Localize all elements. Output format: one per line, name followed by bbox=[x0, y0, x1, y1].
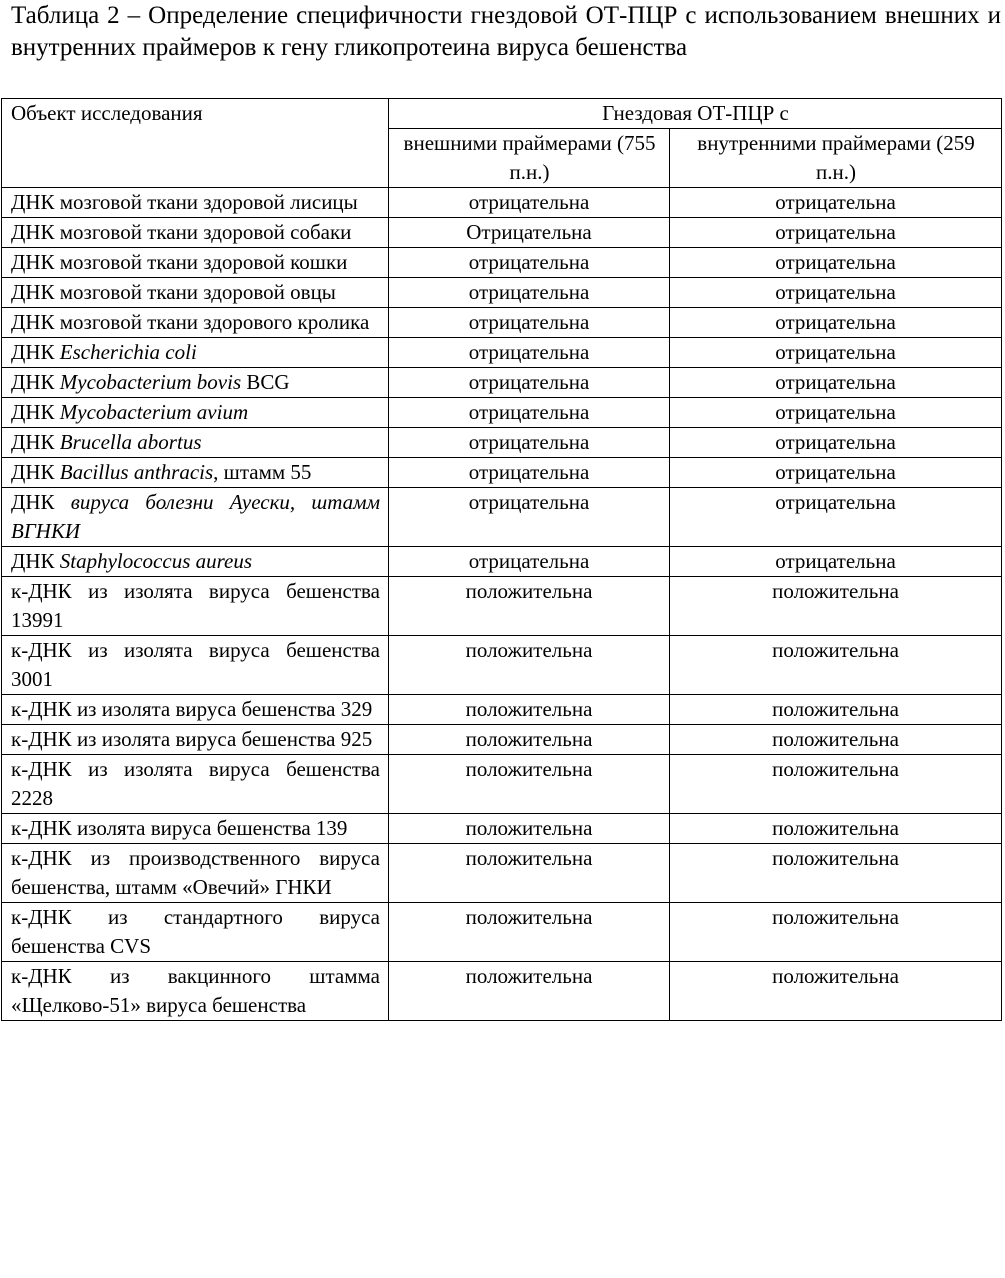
cell-result-inner: положительна bbox=[670, 903, 1002, 962]
object-text: ДНК мозговой ткани здоровой кошки bbox=[11, 250, 348, 274]
cell-result-inner: отрицательна bbox=[670, 398, 1002, 428]
cell-object bbox=[2, 844, 389, 903]
cell-result-inner: отрицательна bbox=[670, 338, 1002, 368]
cell-result-outer: отрицательна bbox=[389, 248, 670, 278]
cell-result-outer: положительна bbox=[389, 725, 670, 755]
cell-object bbox=[2, 725, 389, 755]
cell-object bbox=[2, 188, 389, 218]
object-text: к-ДНК из изолята вируса бешенства 3001 bbox=[11, 638, 380, 691]
header-outer-primers: внешними праймерами (755 п.н.) bbox=[389, 129, 670, 188]
header-object: Объект исследования bbox=[2, 99, 389, 188]
cell-result-inner: отрицательна bbox=[670, 458, 1002, 488]
object-text-italic: Staphylococcus aureus bbox=[59, 549, 253, 573]
cell-object bbox=[2, 248, 389, 278]
cell-result-outer: отрицательна bbox=[389, 488, 670, 547]
cell-object bbox=[2, 577, 389, 636]
object-text: к-ДНК из вакцинного штамма «Щелково-51» вируса бешенства bbox=[11, 964, 380, 1017]
object-text-italic: Mycobacterium bovis bbox=[59, 370, 242, 394]
cell-object bbox=[2, 903, 389, 962]
cell-result-inner: отрицательна bbox=[670, 248, 1002, 278]
object-text: ДНК bbox=[11, 340, 60, 364]
table-row bbox=[2, 725, 1002, 755]
table-row bbox=[2, 398, 1002, 428]
header-inner-primers: внутренними праймерами (259 п.н.) bbox=[670, 129, 1002, 188]
cell-result-outer: положительна bbox=[389, 962, 670, 1021]
cell-result-outer: положительна bbox=[389, 636, 670, 695]
object-text: ДНК bbox=[11, 370, 60, 394]
table-row bbox=[2, 248, 1002, 278]
cell-result-outer: положительна bbox=[389, 844, 670, 903]
table-row bbox=[2, 814, 1002, 844]
cell-result-outer: отрицательна bbox=[389, 398, 670, 428]
table-row bbox=[2, 278, 1002, 308]
cell-object bbox=[2, 368, 389, 398]
object-text-italic: Bacillus anthracis bbox=[59, 460, 214, 484]
cell-result-inner: положительна bbox=[670, 844, 1002, 903]
object-text: BCG bbox=[241, 370, 290, 394]
object-text: к-ДНК из изолята вируса бешенства 13991 bbox=[11, 579, 380, 632]
table-row bbox=[2, 577, 1002, 636]
table-row bbox=[2, 308, 1002, 338]
table-row bbox=[2, 458, 1002, 488]
object-text: ДНК мозговой ткани здоровой овцы bbox=[11, 280, 336, 304]
cell-result-inner: положительна bbox=[670, 755, 1002, 814]
cell-result-inner: отрицательна bbox=[670, 218, 1002, 248]
cell-result-inner: положительна bbox=[670, 725, 1002, 755]
cell-result-inner: положительна bbox=[670, 962, 1002, 1021]
cell-result-outer: отрицательна bbox=[389, 547, 670, 577]
object-text: ДНК мозговой ткани здоровой собаки bbox=[11, 220, 352, 244]
table-row bbox=[2, 903, 1002, 962]
cell-result-outer: отрицательна bbox=[389, 308, 670, 338]
table-row bbox=[2, 755, 1002, 814]
object-text-italic: вируса болезни Ауески, штамм ВГНКИ bbox=[11, 490, 380, 543]
cell-result-outer: положительна bbox=[389, 755, 670, 814]
object-text: ДНК bbox=[11, 490, 71, 514]
table-row bbox=[2, 636, 1002, 695]
cell-result-inner: отрицательна bbox=[670, 547, 1002, 577]
table-row bbox=[2, 218, 1002, 248]
table-row bbox=[2, 488, 1002, 547]
object-text: ДНК bbox=[11, 549, 60, 573]
cell-result-outer: отрицательна bbox=[389, 458, 670, 488]
table-row bbox=[2, 368, 1002, 398]
cell-result-inner: положительна bbox=[670, 577, 1002, 636]
table-row bbox=[2, 428, 1002, 458]
cell-result-inner: отрицательна bbox=[670, 188, 1002, 218]
object-text: ДНК bbox=[11, 460, 60, 484]
cell-result-inner: отрицательна bbox=[670, 368, 1002, 398]
table-row bbox=[2, 547, 1002, 577]
object-text: ДНК мозговой ткани здорового кролика bbox=[11, 310, 370, 334]
cell-result-outer: отрицательна bbox=[389, 278, 670, 308]
cell-result-inner: отрицательна bbox=[670, 278, 1002, 308]
cell-object bbox=[2, 458, 389, 488]
object-text: к-ДНК из производственного вируса бешенства, штамм «Овечий» ГНКИ bbox=[11, 846, 380, 899]
cell-result-outer: отрицательна bbox=[389, 188, 670, 218]
cell-object bbox=[2, 398, 389, 428]
table-row bbox=[2, 844, 1002, 903]
cell-object bbox=[2, 218, 389, 248]
cell-object bbox=[2, 636, 389, 695]
cell-object bbox=[2, 428, 389, 458]
cell-object bbox=[2, 695, 389, 725]
cell-object bbox=[2, 814, 389, 844]
cell-object bbox=[2, 308, 389, 338]
cell-result-outer: положительна bbox=[389, 903, 670, 962]
cell-object bbox=[2, 488, 389, 547]
cell-result-outer: Отрицательна bbox=[389, 218, 670, 248]
cell-object bbox=[2, 278, 389, 308]
object-text-italic: Escherichia coli bbox=[59, 340, 197, 364]
cell-result-outer: положительна bbox=[389, 814, 670, 844]
cell-result-inner: отрицательна bbox=[670, 488, 1002, 547]
object-text: к-ДНК из изолята вируса бешенства 2228 bbox=[11, 757, 380, 810]
table-row bbox=[2, 962, 1002, 1021]
cell-result-outer: отрицательна bbox=[389, 338, 670, 368]
cell-result-outer: отрицательна bbox=[389, 428, 670, 458]
object-text: ДНК мозговой ткани здоровой лисицы bbox=[11, 190, 358, 214]
object-text: ДНК bbox=[11, 400, 60, 424]
cell-result-outer: отрицательна bbox=[389, 368, 670, 398]
table-row bbox=[2, 695, 1002, 725]
table-row bbox=[2, 188, 1002, 218]
cell-result-inner: отрицательна bbox=[670, 428, 1002, 458]
object-text: к-ДНК из стандартного вируса бешенства CVS bbox=[11, 905, 380, 958]
table-row bbox=[2, 338, 1002, 368]
object-text: ДНК bbox=[11, 430, 60, 454]
cell-result-inner: положительна bbox=[670, 636, 1002, 695]
object-text: к-ДНК изолята вируса бешенства 139 bbox=[11, 816, 348, 840]
object-text: к-ДНК из изолята вируса бешенства 925 bbox=[11, 727, 373, 751]
specificity-table bbox=[1, 98, 1002, 1021]
object-text-italic: Brucella abortus bbox=[59, 430, 202, 454]
cell-object bbox=[2, 962, 389, 1021]
cell-result-inner: отрицательна bbox=[670, 308, 1002, 338]
cell-object bbox=[2, 547, 389, 577]
object-text-italic: Mycobacterium avium bbox=[59, 400, 249, 424]
object-text: , штамм 55 bbox=[213, 460, 312, 484]
header-group: Гнездовая ОТ-ПЦР с bbox=[389, 99, 1002, 129]
cell-object bbox=[2, 755, 389, 814]
cell-object bbox=[2, 338, 389, 368]
table-header bbox=[2, 99, 1002, 188]
table-body bbox=[2, 188, 1002, 1021]
table-caption: Таблица 2 – Определение специфичности гнездовой ОТ-ПЦР с использованием внешних и внутренних праймеров к гену гликопротеина вируса бешенства bbox=[11, 2, 1001, 61]
cell-result-inner: положительна bbox=[670, 695, 1002, 725]
cell-result-outer: положительна bbox=[389, 695, 670, 725]
cell-result-outer: положительна bbox=[389, 577, 670, 636]
cell-result-inner: положительна bbox=[670, 814, 1002, 844]
object-text: к-ДНК из изолята вируса бешенства 329 bbox=[11, 697, 373, 721]
